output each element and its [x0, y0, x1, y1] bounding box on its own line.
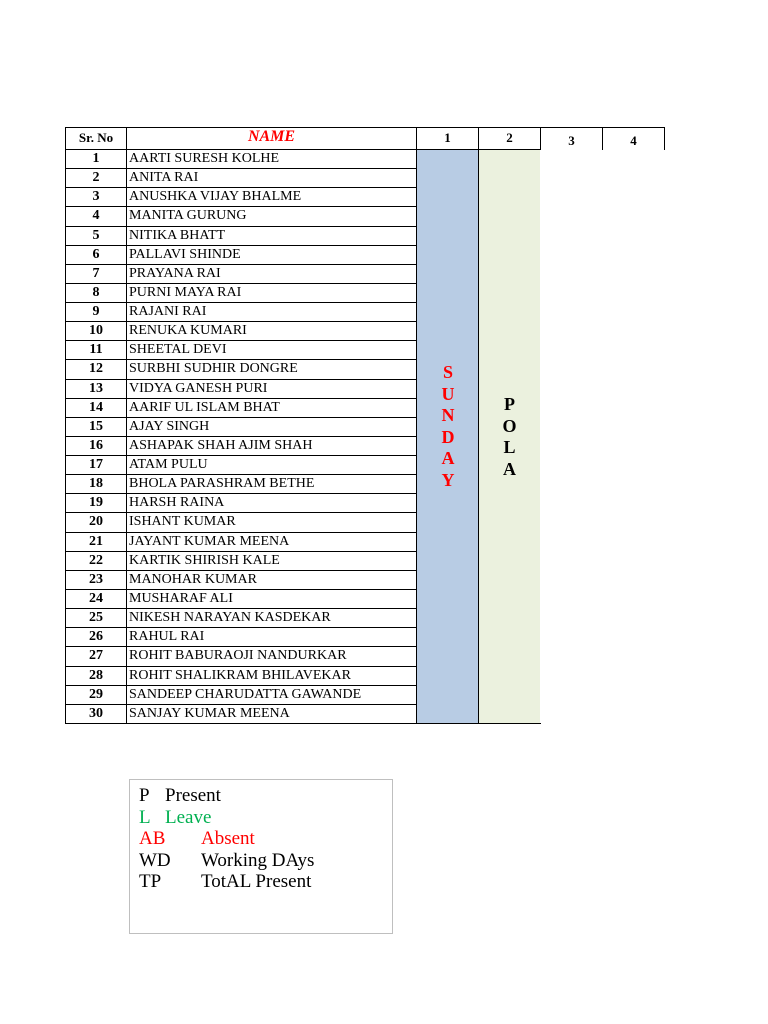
grid-line — [65, 283, 417, 284]
grid-line — [65, 551, 417, 552]
name-header: NAME — [247, 128, 296, 145]
grid-line — [65, 608, 417, 609]
table-row-name: ROHIT SHALIKRAM BHILAVEKAR — [129, 667, 351, 683]
table-row-srno: 14 — [89, 399, 103, 415]
table-row-name: SHEETAL DEVI — [129, 342, 227, 358]
grid-line — [65, 149, 541, 150]
table-row-name: NIKESH NARAYAN KASDEKAR — [129, 610, 331, 626]
table-row-name: ANUSHKA VIJAY BHALME — [129, 189, 302, 205]
table-row-srno: 6 — [92, 246, 100, 262]
grid-line — [65, 206, 417, 207]
grid-line — [65, 589, 417, 590]
table-row-name: MANOHAR KUMAR — [129, 571, 257, 587]
legend-item — [139, 785, 379, 806]
table-row-srno: 21 — [89, 533, 103, 549]
vertical-letter: O — [502, 415, 517, 436]
grid-line — [65, 723, 417, 724]
table-row-srno: 10 — [89, 323, 103, 339]
grid-line — [65, 245, 417, 246]
table-row-name: AARTI SURESH KOLHE — [129, 151, 280, 166]
table-row-name: RAHUL RAI — [129, 629, 205, 645]
table-row-srno: 16 — [89, 437, 103, 453]
table-row-srno: 4 — [92, 208, 100, 224]
vertical-letter: D — [441, 426, 455, 447]
legend-description: TotAL Present — [201, 871, 312, 892]
day1-label-sunday — [417, 362, 479, 491]
day-header-4: 4 — [630, 133, 637, 148]
table-row-name: ATAM PULU — [129, 457, 208, 473]
grid-line — [540, 127, 541, 150]
grid-line — [65, 187, 417, 188]
table-row-srno: 18 — [89, 476, 103, 492]
grid-line — [416, 127, 417, 724]
table-row-srno: 15 — [89, 418, 103, 434]
grid-line — [478, 127, 479, 724]
grid-line — [65, 627, 417, 628]
grid-line — [65, 321, 417, 322]
table-row-srno: 19 — [89, 495, 103, 511]
grid-line — [65, 340, 417, 341]
legend-code: P — [139, 785, 150, 806]
table-row-srno: 3 — [92, 189, 100, 205]
vertical-letter: A — [441, 448, 455, 468]
grid-line — [65, 417, 417, 418]
legend-description: Absent — [201, 828, 255, 849]
table-row-name: RENUKA KUMARI — [129, 323, 247, 339]
table-row-srno: 8 — [92, 284, 100, 300]
vertical-letter: S — [442, 362, 453, 382]
table-row-srno: 23 — [89, 571, 103, 587]
table-row-srno: 17 — [89, 457, 103, 473]
grid-line — [65, 570, 417, 571]
vertical-letter: P — [504, 394, 515, 414]
legend-description: Working DAys — [201, 849, 315, 871]
vertical-letter: L — [503, 437, 516, 457]
grid-line — [65, 474, 417, 475]
table-row-name: PURNI MAYA RAI — [129, 284, 242, 300]
grid-line — [65, 646, 417, 647]
table-row-srno: 9 — [92, 304, 100, 320]
table-row-name: AJAY SINGH — [129, 418, 210, 434]
table-row-name: PRAYANA RAI — [129, 265, 221, 281]
day2-label-pola — [479, 394, 540, 480]
grid-line — [602, 127, 603, 150]
grid-line — [65, 512, 417, 513]
grid-line — [65, 455, 417, 456]
table-row-name: SANDEEP CHARUDATTA GAWANDE — [129, 686, 362, 702]
table-row-srno: 7 — [92, 265, 100, 281]
grid-line — [65, 226, 417, 227]
grid-line — [65, 127, 66, 724]
day-header-2: 2 — [506, 130, 513, 145]
table-row-name: NITIKA BHATT — [129, 227, 226, 243]
table-row-name: ANITA RAI — [129, 170, 199, 186]
day-header-1: 1 — [444, 130, 451, 145]
legend-description: Present — [165, 785, 221, 806]
table-row-srno: 25 — [89, 610, 103, 626]
vertical-letter: Y — [441, 469, 455, 490]
table-row-srno: 12 — [89, 361, 103, 377]
table-row-name: HARSH RAINA — [129, 495, 225, 511]
grid-line — [65, 359, 417, 360]
table-row-name: AARIF UL ISLAM BHAT — [129, 399, 280, 415]
legend-item — [139, 828, 379, 849]
legend-item — [139, 807, 379, 828]
table-row-name: SANJAY KUMAR MEENA — [129, 705, 290, 721]
legend-item — [139, 850, 379, 871]
table-row-srno: 13 — [89, 380, 103, 396]
table-row-srno: 22 — [89, 552, 103, 568]
table-row-name: VIDYA GANESH PURI — [129, 380, 268, 396]
table-row-srno: 11 — [89, 342, 103, 358]
table-row-name: MANITA GURUNG — [129, 208, 247, 224]
legend-code: TP — [139, 871, 162, 892]
grid-line — [126, 127, 127, 724]
table-row-name: ROHIT BABURAOJI NANDURKAR — [129, 648, 347, 664]
table-row-srno: 27 — [89, 648, 103, 664]
vertical-letter: U — [441, 383, 455, 404]
table-row-srno: 1 — [92, 151, 100, 166]
srno-header: Sr. No — [78, 130, 114, 145]
vertical-letter: A — [503, 458, 516, 479]
table-row-name: ASHAPAK SHAH AJIM SHAH — [129, 437, 313, 453]
table-row-name: KARTIK SHIRISH KALE — [129, 552, 280, 568]
table-row-name: PALLAVI SHINDE — [129, 246, 241, 262]
grid-line — [65, 398, 417, 399]
legend-box — [129, 779, 393, 934]
legend-code: WD — [139, 849, 171, 871]
legend-description: Leave — [165, 806, 212, 828]
grid-line — [65, 302, 417, 303]
grid-line — [664, 127, 665, 150]
table-row-srno: 26 — [89, 629, 103, 645]
grid-line — [65, 379, 417, 380]
grid-line — [65, 704, 417, 705]
legend-code: AB — [139, 828, 166, 849]
vertical-letter: N — [441, 405, 455, 425]
table-row-name: SURBHI SUDHIR DONGRE — [129, 361, 298, 377]
day-header-3: 3 — [568, 133, 575, 148]
table-row-srno: 2 — [92, 170, 100, 186]
legend-item — [139, 871, 379, 892]
table-row-srno: 29 — [89, 686, 103, 702]
grid-line — [65, 685, 417, 686]
grid-line — [65, 264, 417, 265]
grid-line — [65, 666, 417, 667]
grid-line — [65, 493, 417, 494]
table-row-srno: 5 — [92, 227, 100, 243]
table-row-srno: 28 — [89, 667, 103, 683]
table-row-name: BHOLA PARASHRAM BETHE — [129, 476, 315, 492]
table-row-name: JAYANT KUMAR MEENA — [129, 533, 290, 549]
table-row-srno: 30 — [89, 705, 103, 721]
table-row-name: RAJANI RAI — [129, 304, 207, 320]
grid-line — [65, 436, 417, 437]
grid-line — [417, 723, 541, 724]
grid-line — [65, 127, 665, 128]
table-row-srno: 20 — [89, 514, 103, 530]
table-row-name: MUSHARAF ALI — [129, 590, 233, 606]
table-row-name: ISHANT KUMAR — [129, 514, 236, 530]
grid-line — [65, 168, 417, 169]
table-row-srno: 24 — [89, 590, 103, 606]
grid-line — [65, 532, 417, 533]
legend-code: L — [139, 806, 151, 828]
